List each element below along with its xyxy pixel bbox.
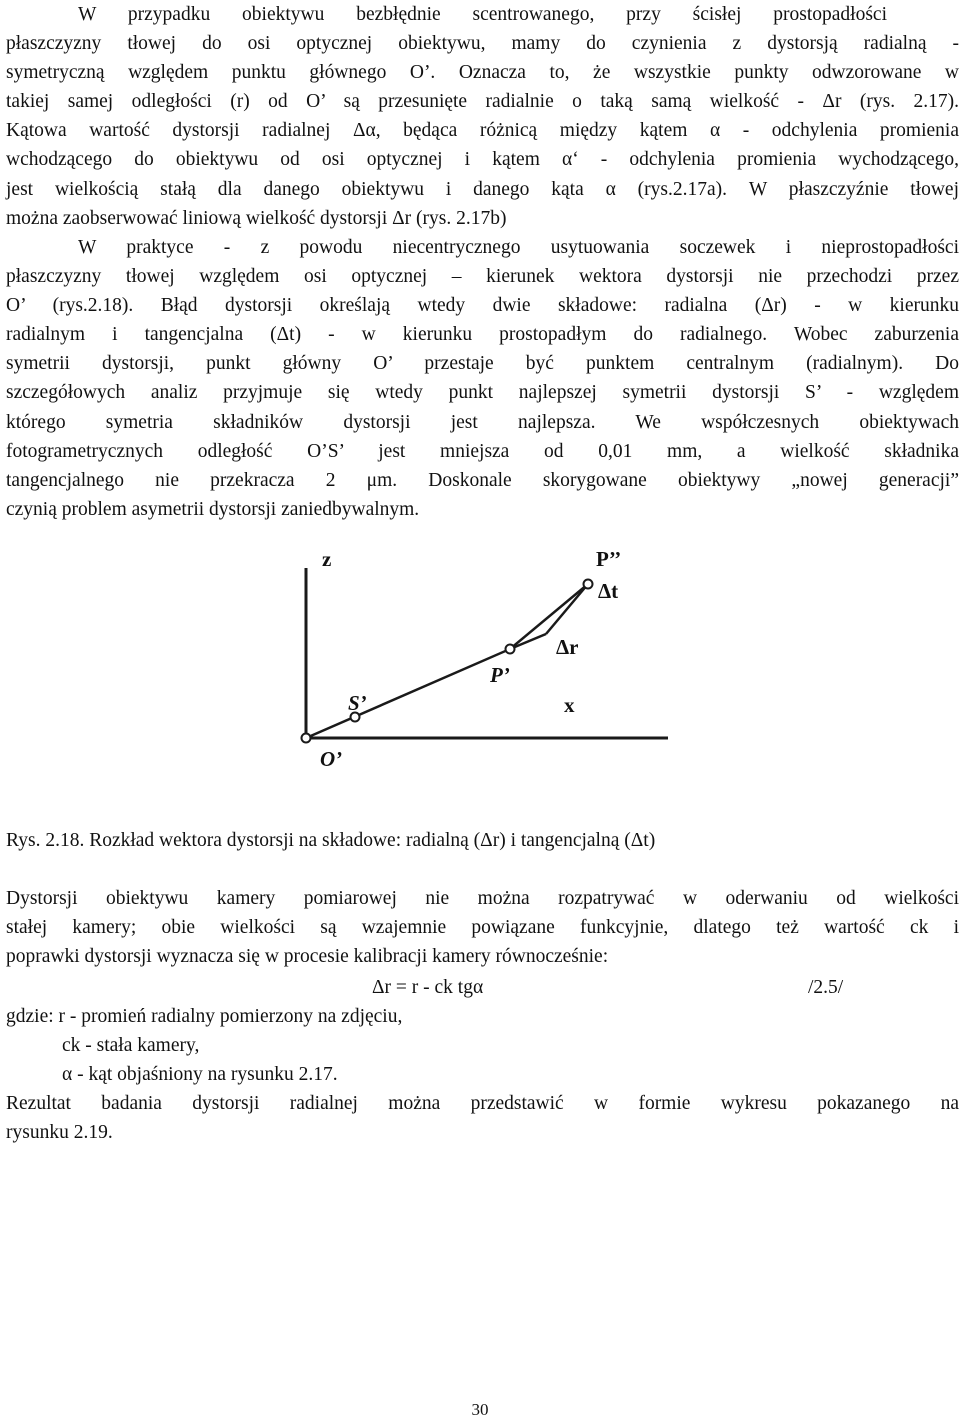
page-number: 30 — [471, 1400, 489, 1419]
text-line: symetryczną względem punktu głównego O’. Oznacza to, że wszystkie punkty odwzorowane w — [6, 62, 959, 84]
text-line: fotogrametrycznych odległość O’S’ jest mniejsza od 0,01 mm, a wielkość składnika — [6, 440, 959, 462]
label-p2: P’’ — [596, 547, 622, 571]
label-p1: P’ — [490, 663, 510, 687]
text-line: poprawki dystorsji wyznacza się w procesie kalibracji kamery równocześnie: — [6, 946, 609, 968]
text-line: płaszczyzny tłowej do osi optycznej obiektywu, mamy do czynienia z dystorsją radialną - — [6, 33, 959, 55]
text-line: W przypadku obiektywu bezbłędnie scentrowanego, przy ścisłej prostopadłości — [78, 4, 887, 25]
text-line: wchodzącego do obiektywu od osi optycznej i kątem α‘ - odchylenia promienia wychodzącego, — [6, 149, 959, 171]
text-line: którego symetria składników dystorsji jest najlepsza. We współczesnych obiektywach — [6, 411, 959, 433]
text-line: czynią problem asymetrii dystorsji zaniedbywalnym. — [6, 498, 420, 520]
text-line: Kątowa wartość dystorsji radialnej Δα, będąca różnicą między kątem α - odchylenia promienia — [6, 120, 959, 142]
text-line: szczegółowych analiz przyjmuje się wtedy punkt najlepszej symetrii dystorsji S’ - względem — [6, 382, 959, 404]
text-line: jest wielkością stałą dla danego obiektywu i danego kąta α (rys.2.17a). W płaszczyźnie tłowej — [6, 178, 959, 200]
label-dt: Δt — [598, 579, 619, 603]
text-line: radialnym i tangencjalna (Δt) - w kierunku prostopadłym do radialnego. Wobec zaburzenia — [6, 324, 959, 346]
paragraph-distortion-radial — [6, 0, 959, 233]
text-line: Dystorsji obiektywu kamery pomiarowej nie można rozpatrywać w oderwaniu od wielkości — [6, 888, 959, 909]
equation-number: /2.5/ — [808, 977, 844, 998]
text-line: płaszczyzny tłowej względem osi optycznej – kierunek wektora dystorsji nie przechodzi przez — [6, 266, 959, 288]
label-z: z — [322, 547, 332, 571]
paragraph-result — [6, 1089, 959, 1147]
text-line: takiej samej odległości (r) od O’ są przesunięte radialnie o taką samą wielkość - Δr (rys. 2.17). — [6, 91, 959, 113]
figure-caption: Rys. 2.18. Rozkład wektora dystorsji na składowe: radialną (Δr) i tangencjalną (Δt) — [6, 830, 656, 851]
text-line: rysunku 2.19. — [6, 1122, 113, 1144]
text-line: stałej kamery; obie wielkości są wzajemnie powiązane funkcyjnie, dlatego też wartość ck i — [6, 917, 959, 939]
point-p1 — [506, 645, 515, 654]
label-s: S’ — [348, 691, 367, 715]
definition-line: ck - stała kamery, — [62, 1035, 200, 1056]
figure-background — [258, 540, 678, 780]
definition-line: gdzie: r - promień radialny pomierzony na zdjęciu, — [6, 1006, 403, 1027]
paragraph-calibration — [6, 884, 959, 971]
definition-line: α - kąt objaśniony na rysunku 2.17. — [62, 1064, 338, 1085]
label-x: x — [564, 693, 575, 717]
paragraph-distortion-tangential — [6, 233, 959, 524]
text-line: tangencjalnego nie przekracza 2 μm. Doskonale skorygowane obiektywy „nowej generacji” — [6, 469, 959, 491]
label-o: O’ — [320, 747, 343, 771]
text-line: Rezultat badania dystorsji radialnej można przedstawić w formie wykresu pokazanego na — [6, 1093, 959, 1114]
point-p2 — [584, 580, 593, 589]
distortion-vector-figure — [258, 540, 678, 780]
point-o — [302, 734, 311, 743]
text-line: można zaobserwować liniową wielkość dystorsji Δr (rys. 2.17b) — [6, 207, 507, 229]
text-line: symetrii dystorsji, punkt główny O’ przestaje być punktem centralnym (radialnym). Do — [6, 353, 959, 375]
label-dr: Δr — [556, 635, 579, 659]
text-line: W praktyce - z powodu niecentrycznego usytuowania soczewek i nieprostopadłości — [78, 237, 959, 258]
text-line: O’ (rys.2.18). Błąd dystorsji określają wtedy dwie składowe: radialna (Δr) - w kierunku — [6, 295, 959, 317]
equation-formula: Δr = r - ck tgα — [372, 977, 484, 998]
